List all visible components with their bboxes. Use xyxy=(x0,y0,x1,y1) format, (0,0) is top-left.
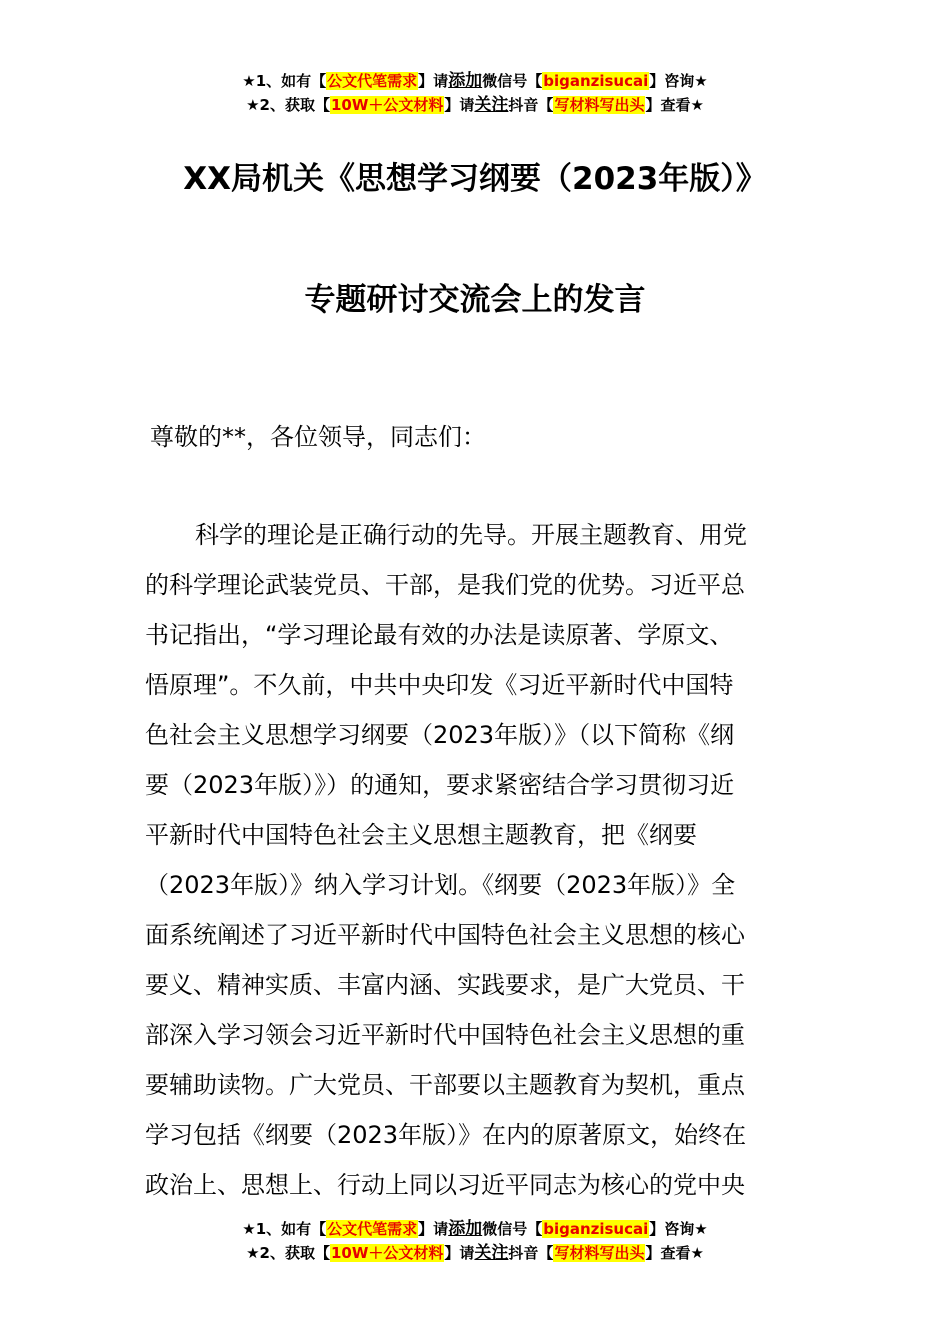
banner-text: 微信号【 xyxy=(482,1220,543,1238)
banner-underlined: 添加 xyxy=(448,1219,483,1239)
body-line: 要（2023年版）》）的通知，要求紧密结合学习贯彻习近 xyxy=(145,771,735,799)
banner-text: 】查看★ xyxy=(645,96,704,114)
banner-text: ★1、如有【 xyxy=(242,1220,327,1238)
banner-text: 】咨询★ xyxy=(649,1220,708,1238)
banner-wechat-id: biganzisucai xyxy=(543,72,649,90)
banner-underlined: 添加 xyxy=(448,71,483,91)
document-subtitle: 专题研讨交流会上的发言 xyxy=(304,282,646,318)
banner-text: 抖音【 xyxy=(508,96,554,114)
body-line: 悟原理”。不久前，中共中央印发《习近平新时代中国特 xyxy=(145,671,734,699)
body-line: 部深入学习领会习近平新时代中国特色社会主义思想的重 xyxy=(145,1021,745,1049)
banner-line-1 xyxy=(0,69,950,93)
body-line: 政治上、思想上、行动上同以习近平同志为核心的党中央 xyxy=(145,1171,745,1199)
banner-text: ★2、获取【 xyxy=(246,96,330,114)
banner-line-2 xyxy=(0,93,950,117)
banner-text: ★1、如有【 xyxy=(242,72,327,90)
banner-underlined: 关注 xyxy=(474,95,509,115)
footer-banner xyxy=(0,1217,950,1265)
body-line: 书记指出，“学习理论最有效的办法是读原著、学原文、 xyxy=(145,621,734,649)
banner-douyin-id: 写材料写出头 xyxy=(554,96,645,114)
body-line: 的科学理论武装党员、干部，是我们党的优势。习近平总 xyxy=(145,571,745,599)
body-line: 学习包括《纲要（2023年版）》在内的原著原文，始终在 xyxy=(145,1121,747,1149)
header-banner xyxy=(0,69,950,117)
body-line: 面系统阐述了习近平新时代中国特色社会主义思想的核心 xyxy=(145,921,745,949)
banner-text: 】查看★ xyxy=(645,1244,704,1262)
body-line: 平新时代中国特色社会主义思想主题教育，把《纲要 xyxy=(145,821,697,849)
body-paragraph xyxy=(145,510,807,1210)
banner-text: 】请 xyxy=(444,1244,475,1262)
banner-text: 微信号【 xyxy=(482,72,543,90)
banner-text: 】请 xyxy=(418,72,449,90)
banner-underlined: 关注 xyxy=(474,1243,509,1263)
banner-highlight: 公文代笔需求 xyxy=(327,1220,418,1238)
banner-highlight: 公文代笔需求 xyxy=(327,72,418,90)
banner-text: 】请 xyxy=(418,1220,449,1238)
body-line: 要义、精神实质、丰富内涵、实践要求，是广大党员、干 xyxy=(145,971,745,999)
body-line: （2023年版）》纳入学习计划。《纲要（2023年版）》全 xyxy=(145,871,736,899)
body-line: 要辅助读物。广大党员、干部要以主题教育为契机，重点 xyxy=(145,1071,745,1099)
banner-highlight: 10W＋公文材料 xyxy=(330,1244,444,1262)
banner-douyin-id: 写材料写出头 xyxy=(554,1244,645,1262)
banner-highlight: 10W＋公文材料 xyxy=(330,96,444,114)
document-title: XX局机关《思想学习纲要（2023年版）》 xyxy=(183,161,767,197)
banner-line-1 xyxy=(0,1217,950,1241)
banner-line-2 xyxy=(0,1241,950,1265)
banner-text: 】咨询★ xyxy=(649,72,708,90)
greeting: 尊敬的**，各位领导，同志们： xyxy=(150,423,486,451)
banner-text: ★2、获取【 xyxy=(246,1244,330,1262)
banner-wechat-id: biganzisucai xyxy=(543,1220,649,1238)
banner-text: 】请 xyxy=(444,96,475,114)
banner-text: 抖音【 xyxy=(508,1244,554,1262)
body-line: 科学的理论是正确行动的先导。开展主题教育、用党 xyxy=(195,521,747,549)
body-line: 色社会主义思想学习纲要（2023年版）》（以下简称《纲 xyxy=(145,721,735,749)
